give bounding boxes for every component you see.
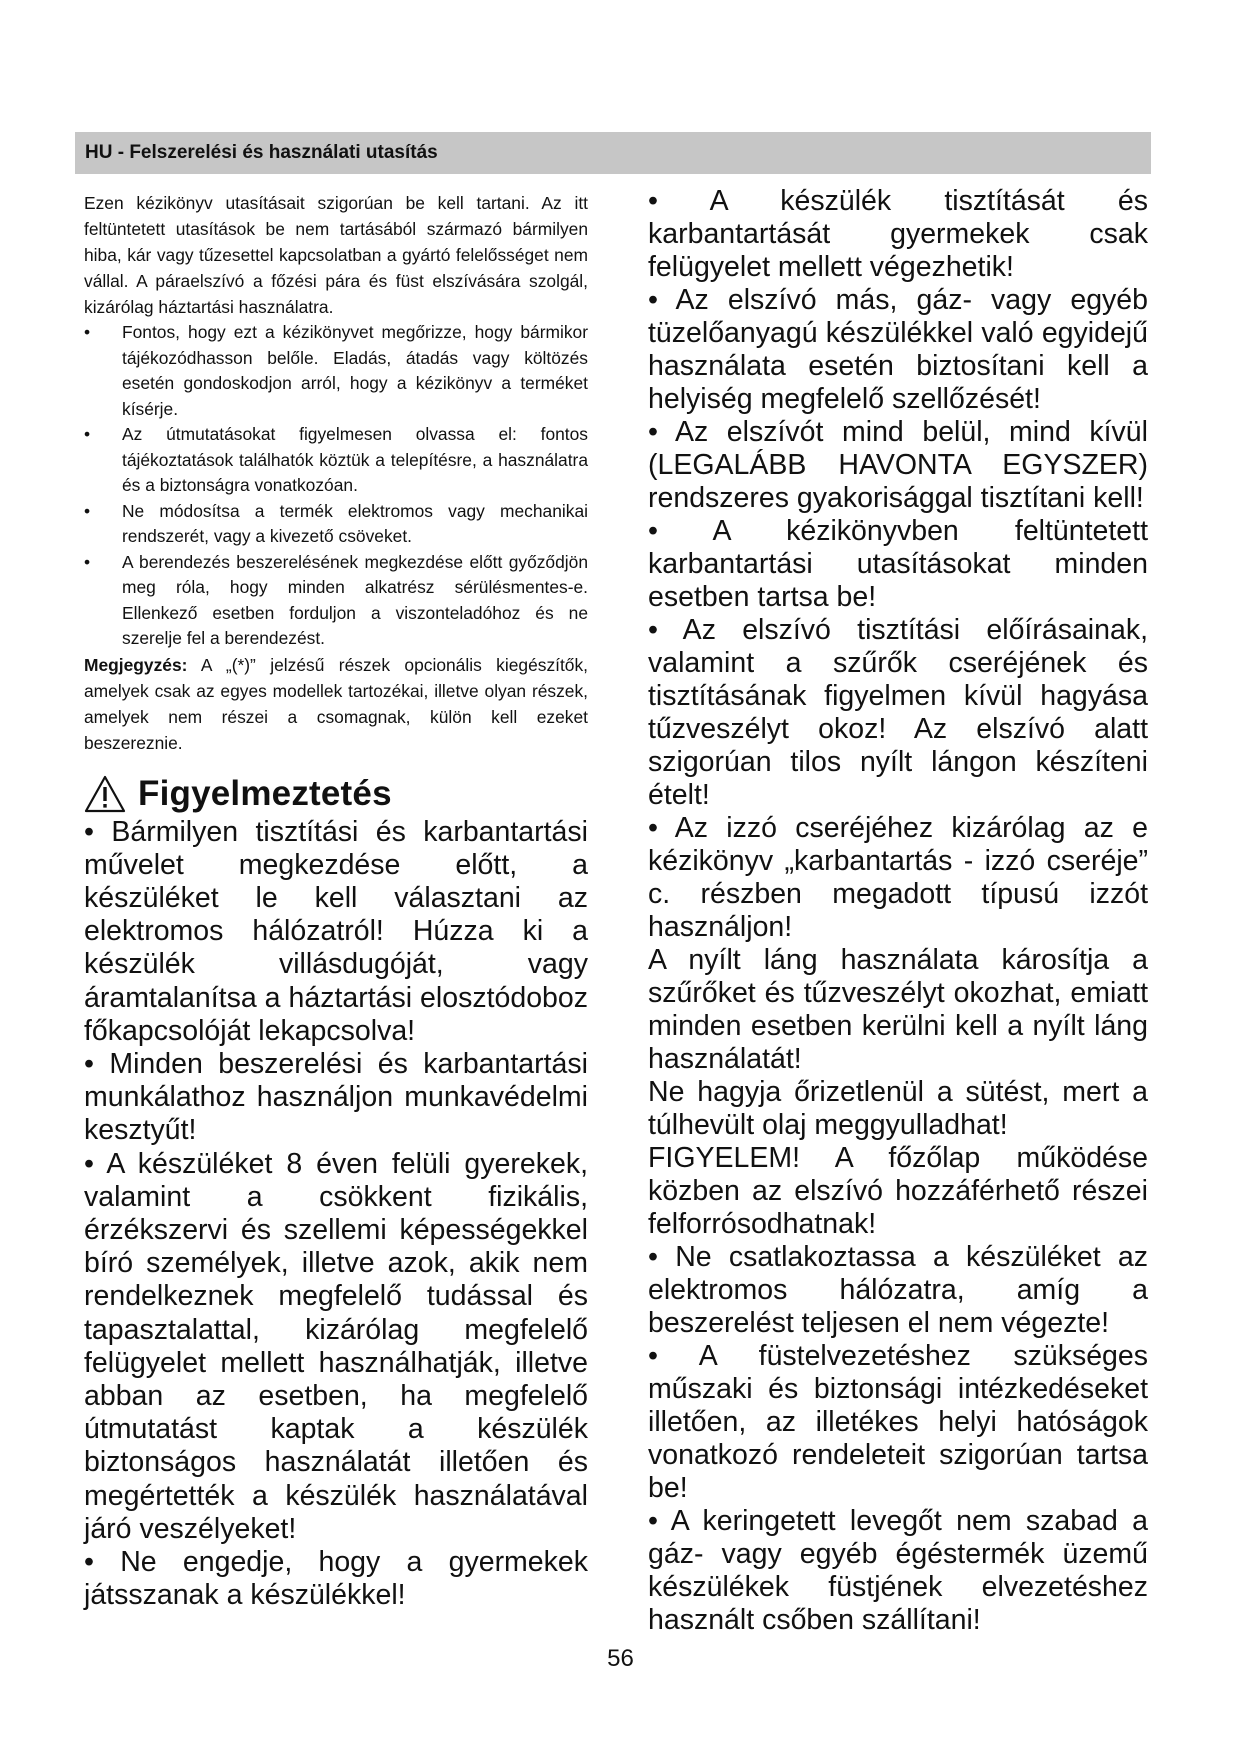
note-text: A „(*)” jelzésű részek opcionális kiegészítők, amelyek csak az egyes modellek tartozékai, illetve olyan részek, amelyek nem részei a csomagnak, külön kell ezeket beszereznie. [84,654,588,753]
warning-paragraph: A nyílt láng használata károsítja a szűrőket és tűzveszélyt okozhat, emiatt minden esetben kerülni kell a nyílt láng használatát! [648,944,1148,1075]
warning-right-text [648,185,1148,1637]
warning-paragraph: • Az elszívó tisztítási előírásainak, valamint a szűrők cseréjének és tisztításának figyelmen kívül hagyása tűzveszélyt okoz! Az elszívó alatt szigorúan tilos nyílt lángon készíteni ételt! [648,614,1148,811]
warning-paragraph: • Az izzó cseréjéhez kizárólag az e kézikönyv „karbantartás - izzó cseréje” c. részben megadott típusú izzót használjon! [648,812,1148,943]
warning-heading [84,772,588,816]
warning-paragraph: FIGYELEM! A főzőlap működése közben az elszívó hozzáférhető részei felforrósodhatnak! [648,1142,1148,1240]
warning-paragraph: • A keringetett levegőt nem szabad a gáz- vagy egyéb égéstermék üzemű készülékek füstjének elvezetéshez használt csőben szállítani! [648,1505,1148,1636]
note-paragraph [84,652,588,756]
warning-title: Figyelmeztetés [138,773,392,813]
warning-paragraph: • Minden beszerelési és karbantartási munkálathoz használjon munkavédelmi kesztyűt! [84,1047,588,1147]
intro-bullet-list [84,320,588,652]
list-item: • Az útmutatásokat figyelmesen olvassa el: fontos tájékoztatások találhatók köztük a telepítésre, a használatra és a biztonságra vonatkozóan. [84,422,588,499]
note-label: Megjegyzés: [84,654,188,675]
section-title: HU - Felszerelési és használati utasítás [85,142,438,163]
right-column [648,185,1148,1637]
page-number: 56 [607,1645,634,1672]
warning-paragraph: • A kézikönyvben feltüntetett karbantartási utasításokat minden esetben tartsa be! [648,515,1148,613]
warning-paragraph: • Ne engedje, hogy a gyermekek játsszanak a készülékkel! [84,1545,588,1612]
list-item: • Fontos, hogy ezt a kézikönyvet megőrizze, hogy bármikor tájékozódhasson belőle. Eladás, átadás vagy költözés esetén gondoskodjon arról, hogy a kézikönyv a terméket kísérje. [84,320,588,422]
warning-paragraph: • A készülék tisztítását és karbantartását gyermekek csak felügyelet mellett végezhetik! [648,185,1148,283]
left-column [84,190,588,1612]
warning-paragraph: • Bármilyen tisztítási és karbantartási művelet megkezdése előtt, a készüléket le kell választani az elektromos hálózatról! Húzza ki a készülék villásdugóját, vagy áramtalanítsa a háztartási elosztódoboz főkapcsolóját lekapcsolva! [84,815,588,1047]
list-item: • Ne módosítsa a termék elektromos vagy mechanikai rendszerét, vagy a kivezető csöveket. [84,499,588,550]
warning-triangle-icon [84,775,126,813]
list-item: • A berendezés beszerelésének megkezdése előtt győződjön meg róla, hogy minden alkatrész sérülésmentes-e. Ellenkező esetben forduljon a viszonteladóhoz és ne szerelje fel a berendezést. [84,550,588,652]
section-header-bar [75,132,1151,174]
warning-paragraph: • Az elszívó más, gáz- vagy egyéb tüzelőanyagú készülékkel való egyidejű használata esetén biztosítani kell a helyiség megfelelő szellőzését! [648,284,1148,415]
warning-left-text [84,816,588,1613]
warning-paragraph: • A füstelvezetéshez szükséges műszaki és biztonsági intézkedéseket illetően, az illetékes helyi hatóságok vonatkozó rendeleteit szigorúan tartsa be! [648,1340,1148,1504]
intro-paragraph: Ezen kézikönyv utasításait szigorúan be kell tartani. Az itt feltüntetett utasítások be nem tartásából származó bármilyen hiba, kár vagy tűzesettel kapcsolatban a gyártó felelősséget nem vállal. A páraelszívó a főzési pára és füst elszívására szolgál, kizárólag háztartási használatra. [84,193,588,317]
warning-paragraph: • Ne csatlakoztassa a készüléket az elektromos hálózatra, amíg a beszerelést teljesen el nem végezte! [648,1241,1148,1339]
warning-paragraph: • Az elszívót mind belül, mind kívül (LEGALÁBB HAVONTA EGYSZER) rendszeres gyakorisággal tisztítani kell! [648,416,1148,514]
warning-paragraph: • A készüléket 8 éven felüli gyerekek, valamint a csökkent fizikális, érzékszervi és szellemi képességekkel bíró személyek, illetve azok, akik nem rendelkeznek megfelelő tudással és tapasztalattal, kizárólag megfelelő felügyelet mellett használhatják, illetve abban az esetben, ha megfelelő útmutatást kaptak a készülék biztonságos használatát illetően és megértették a készülék használatával járó veszélyeket! [84,1147,588,1545]
warning-paragraph: Ne hagyja őrizetlenül a sütést, mert a túlhevült olaj meggyulladhat! [648,1076,1148,1141]
